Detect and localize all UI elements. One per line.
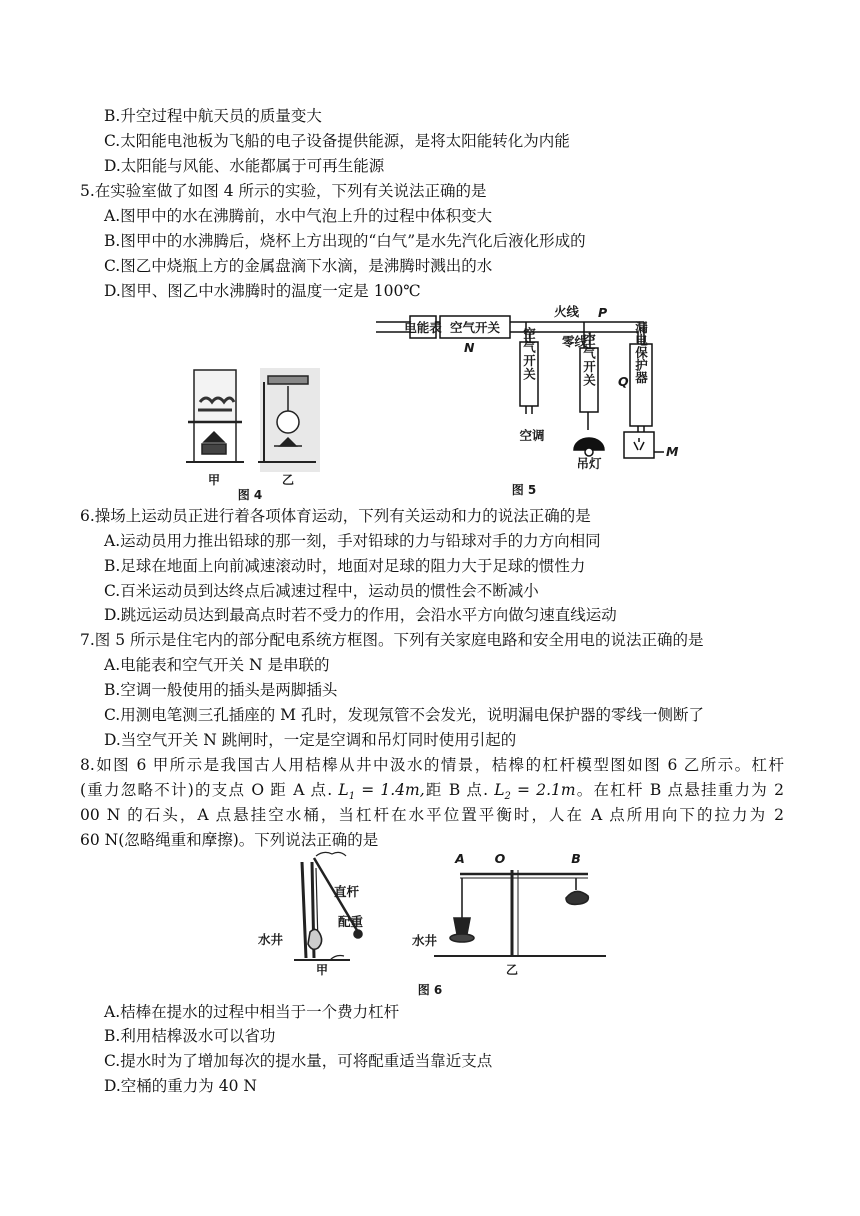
q5-stem: 5.在实验室做了如图 4 所示的实验，下列有关说法正确的是 <box>80 182 487 200</box>
fig5-leakage-protector-label: 漏电保护器 <box>633 320 649 384</box>
fig5-ac-label: 空调 <box>519 428 545 443</box>
q7-option-a: A.电能表和空气开关 N 是串联的 <box>104 656 330 674</box>
q6-option-c: C.百米运动员到达终点后减速过程中，运动员的惯性会不断减小 <box>104 582 539 600</box>
fig5-caption: 图 5 <box>511 483 537 497</box>
q5-option-b: B.图甲中的水沸腾后，烧杯上方出现的“白气”是水先汽化后液化形成的 <box>104 232 586 250</box>
fig5-neutral-wire-label: 零线 <box>562 334 588 349</box>
fig4-label-jia: 甲 <box>207 473 221 487</box>
q8-stem-line4: 60 N(忽略绳重和摩擦)。下列说法正确的是 <box>80 831 379 849</box>
fig5-lamp-label: 吊灯 <box>576 456 602 471</box>
beaker-apparatus-illustration <box>186 370 244 462</box>
flask-apparatus-illustration <box>258 368 320 472</box>
fig5-branch1-switch-label: 空气开关 <box>521 327 537 381</box>
q4-option-b: B.升空过程中航天员的质量变大 <box>104 107 322 125</box>
fig6-point-b: B <box>571 851 581 866</box>
q8-option-d: D.空桶的重力为 40 N <box>104 1077 257 1095</box>
fig6-label-yi: 乙 <box>505 963 519 977</box>
fig6-rod-label: 直杆 <box>334 884 360 899</box>
fig4-caption: 图 4 <box>237 488 263 502</box>
figure-5 <box>376 300 679 500</box>
fig6-label-jia: 甲 <box>315 963 329 977</box>
fig5-meter-label: 电能表 <box>404 320 442 335</box>
q8-option-c: C.提水时为了增加每次的提水量，可将配重适当靠近支点 <box>104 1052 493 1070</box>
q5-option-c: C.图乙中烧瓶上方的金属盘滴下水滴，是沸腾时溅出的水 <box>104 257 493 275</box>
q7-option-c: C.用测电笔测三孔插座的 M 孔时，发现氖管不会发光，说明漏电保护器的零线一侧断了 <box>104 706 704 724</box>
figure-4 <box>180 362 330 502</box>
q6-stem: 6.操场上运动员正进行着各项体育运动，下列有关运动和力的说法正确的是 <box>80 507 591 525</box>
fig5-live-wire-label: 火线 <box>554 304 580 319</box>
q5-option-a: A.图甲中的水在沸腾前，水中气泡上升的过程中体积变大 <box>104 207 493 225</box>
fig5-main-switch-label: 空气开关 <box>449 320 501 335</box>
fig5-point-n: N <box>464 340 475 355</box>
fig4-label-yi: 乙 <box>281 473 295 487</box>
q8-stem-line3: 00 N 的石头，A 点悬挂空水桶，当杠杆在水平位置平衡时，人在 A 点所用向下的拉力为 2 <box>80 806 784 824</box>
q7-option-b: B.空调一般使用的插头是两脚插头 <box>104 681 338 699</box>
fig6-point-o: O <box>494 851 506 866</box>
q4-option-c: C.太阳能电池板为飞船的电子设备提供能源，是将太阳能转化为内能 <box>104 132 570 150</box>
fig6-well-label-yi: 水井 <box>412 933 438 948</box>
fig5-branch2-switch-label: 空气开关 <box>581 333 597 387</box>
q8-option-b: B.利用桔槔汲水可以省功 <box>104 1027 276 1045</box>
q5-option-d: D.图甲、图乙中水沸腾时的温度一定是 100℃ <box>104 282 421 300</box>
q8-stem-line1: 8.如图 6 甲所示是我国古人用桔槔从井中汲水的情景，桔槔的杠杆模型图如图 6 乙所示。杠杆 <box>80 756 784 774</box>
well-sweep-illustration <box>294 852 362 960</box>
fig6-point-a: A <box>455 851 465 866</box>
q7-option-d: D.当空气开关 N 跳闸时，一定是空调和吊灯同时使用引起的 <box>104 731 517 749</box>
q6-option-d: D.跳远运动员达到最高点时若不受力的作用，会沿水平方向做匀速直线运动 <box>104 606 617 624</box>
q8-option-a: A.桔棒在提水的过程中相当于一个费力杠杆 <box>104 1003 400 1021</box>
fig6-weight-label: 配重 <box>338 914 364 929</box>
figure-6 <box>254 848 614 1000</box>
fig6-caption: 图 6 <box>417 983 443 997</box>
fig5-point-p: P <box>598 305 608 320</box>
q8-stem-line2: (重力忽略不计)的支点 O 距 A 点. $L_1 = 1.4m$,距 B 点. $L_2 = 2.1m$。在杠杆 B 点悬挂重力为 2 <box>80 781 784 803</box>
fig5-point-m: M <box>666 444 679 459</box>
q7-stem: 7.图 5 所示是住宅内的部分配电系统方框图。下列有关家庭电路和安全用电的说法正确的是 <box>80 631 704 649</box>
fig5-point-q: Q <box>618 374 629 389</box>
fig6-well-label-jia: 水井 <box>258 932 284 947</box>
q6-option-a: A.运动员用力推出铅球的那一刻，手对铅球的力与铅球对手的力方向相同 <box>104 532 601 550</box>
q4-option-d: D.太阳能与风能、水能都属于可再生能源 <box>104 157 385 175</box>
lever-model-diagram <box>434 870 606 956</box>
q6-option-b: B.足球在地面上向前减速滚动时，地面对足球的阻力大于足球的惯性力 <box>104 557 586 575</box>
